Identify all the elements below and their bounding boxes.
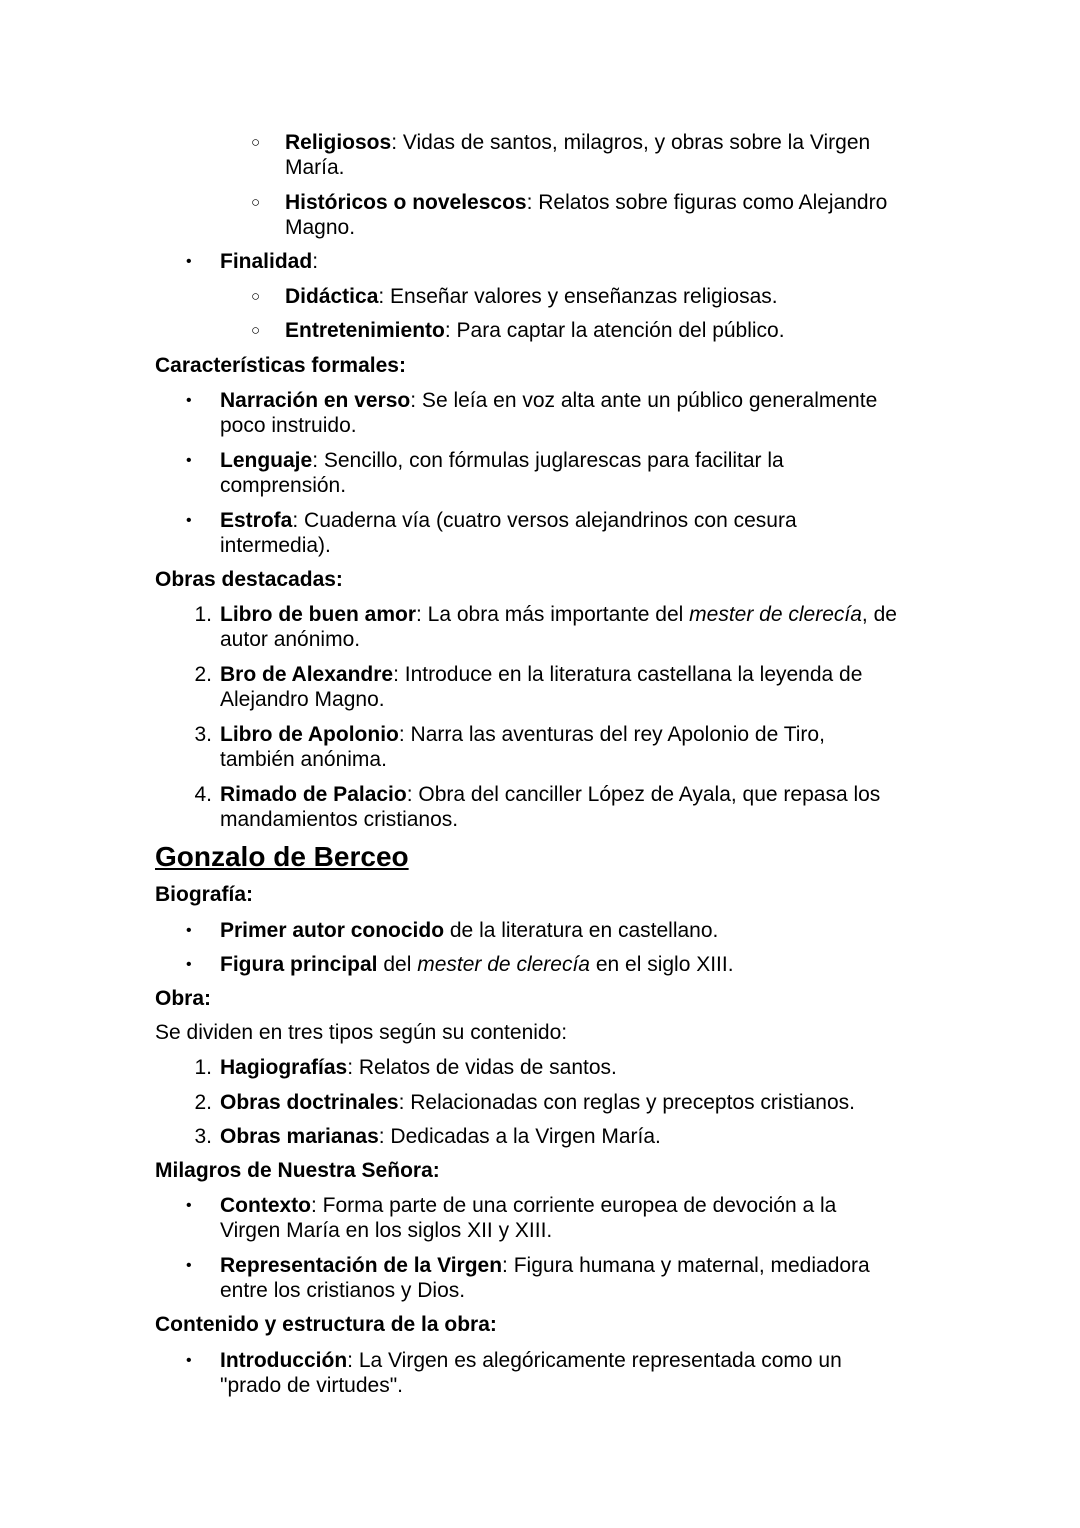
item-term: Representación de la Virgen	[220, 1254, 503, 1277]
item-desc-italic: mester de clerecía	[417, 953, 590, 976]
circle-bullet-icon: ○	[251, 288, 261, 305]
item-desc-tail: en el siglo XIII.	[589, 953, 734, 976]
item-term: Entretenimiento	[285, 319, 445, 342]
item-desc: : Enseñar valores y enseñanzas religiosas.	[378, 285, 778, 308]
item-term: Obras marianas	[220, 1125, 379, 1148]
item-desc-cont: también anónima.	[220, 748, 387, 771]
bullet-icon: •	[186, 392, 192, 409]
item-term: Narración en verso	[220, 389, 411, 412]
item-number: 1.	[194, 1056, 212, 1079]
circle-bullet-icon: ○	[251, 134, 261, 151]
item-term: Libro de Apolonio	[220, 723, 399, 746]
bullet-icon: •	[186, 1257, 192, 1274]
heading-obras-destacadas: Obras destacadas:	[155, 568, 343, 591]
heading-contenido: Contenido y estructura de la obra:	[155, 1313, 497, 1336]
item-term: Hagiografías	[220, 1056, 348, 1079]
item-number: 2.	[194, 663, 212, 686]
item-desc: : Vidas de santos, milagros, y obras sobre la Virgen	[391, 131, 871, 154]
item-desc: : Figura humana y maternal, mediadora	[502, 1254, 870, 1277]
item-term: Figura principal	[220, 953, 378, 976]
item-desc-cont: entre los cristianos y Dios.	[220, 1279, 466, 1302]
item-desc: : Dedicadas a la Virgen María.	[378, 1125, 661, 1148]
bullet-icon: •	[186, 452, 192, 469]
item-number: 3.	[194, 1125, 212, 1148]
item-desc-cont: autor anónimo.	[220, 628, 361, 651]
circle-bullet-icon: ○	[251, 194, 261, 211]
item-desc: : Narra las aventuras del rey Apolonio de Tiro,	[398, 723, 825, 746]
bullet-icon: •	[186, 253, 192, 270]
item-term: Obras doctrinales	[220, 1091, 399, 1114]
item-desc-cont: Magno.	[285, 216, 356, 239]
item-desc-tail: , de	[861, 603, 897, 626]
item-number: 2.	[194, 1091, 212, 1114]
item-term: Rimado de Palacio	[220, 783, 407, 806]
item-desc: : Sencillo, con fórmulas juglarescas para facilitar la	[312, 449, 784, 472]
item-desc: : Introduce en la literatura castellana la leyenda de	[393, 663, 863, 686]
item-desc-cont: Virgen María en los siglos XII y XIII.	[220, 1219, 553, 1242]
bullet-icon: •	[186, 922, 192, 939]
item-number: 3.	[194, 723, 212, 746]
item-term: Didáctica	[285, 285, 379, 308]
item-term: Lenguaje	[220, 449, 313, 472]
item-desc: : Cuaderna vía (cuatro versos alejandrinos con cesura	[292, 509, 797, 532]
heading-milagros: Milagros de Nuestra Señora:	[155, 1159, 440, 1182]
item-desc: del	[377, 953, 418, 976]
item-desc: : Forma parte de una corriente europea de devoción a la	[311, 1194, 837, 1217]
item-desc-cont: Alejandro Magno.	[220, 688, 385, 711]
obra-intro: Se dividen en tres tipos según su contenido:	[155, 1021, 568, 1044]
item-term: Primer autor conocido	[220, 919, 445, 942]
item-term: Religiosos	[285, 131, 392, 154]
item-term: Libro de buen amor	[220, 603, 417, 626]
item-term: Históricos o novelescos	[285, 191, 527, 214]
item-term: Estrofa	[220, 509, 293, 532]
item-desc: : La obra más importante del	[416, 603, 690, 626]
item-desc-cont: María.	[285, 156, 345, 179]
item-term: Finalidad	[220, 250, 313, 273]
item-desc: : Relatos sobre figuras como Alejandro	[526, 191, 888, 214]
item-desc: : Obra del canciller López de Ayala, que repasa los	[406, 783, 881, 806]
item-desc: : Relatos de vidas de santos.	[347, 1056, 617, 1079]
bullet-icon: •	[186, 512, 192, 529]
heading-caracteristicas: Características formales:	[155, 354, 406, 377]
item-number: 4.	[194, 783, 212, 806]
item-desc: : Se leía en voz alta ante un público generalmente	[410, 389, 878, 412]
item-desc-italic: mester de clerecía	[689, 603, 862, 626]
item-term: Introducción	[220, 1349, 348, 1372]
item-desc-cont: intermedia).	[220, 534, 331, 557]
heading-biografia: Biografía:	[155, 883, 254, 906]
item-desc: de la literatura en castellano.	[444, 919, 719, 942]
item-term: Bro de Alexandre	[220, 663, 394, 686]
item-desc: : Para captar la atención del público.	[444, 319, 785, 342]
heading-obra: Obra:	[155, 987, 212, 1010]
item-term: Contexto	[220, 1194, 311, 1217]
bullet-icon: •	[186, 1352, 192, 1369]
bullet-icon: •	[186, 956, 192, 973]
item-desc: : Relacionadas con reglas y preceptos cristianos.	[398, 1091, 855, 1114]
item-suffix: :	[312, 250, 319, 273]
item-desc-cont: mandamientos cristianos.	[220, 808, 459, 831]
item-desc-cont: poco instruido.	[220, 414, 357, 437]
item-desc: : La Virgen es alegóricamente representada como un	[347, 1349, 842, 1372]
item-desc-cont: comprensión.	[220, 474, 347, 497]
item-desc-cont: "prado de virtudes".	[220, 1374, 404, 1397]
section-title: Gonzalo de Berceo	[155, 841, 409, 872]
bullet-icon: •	[186, 1197, 192, 1214]
circle-bullet-icon: ○	[251, 322, 261, 339]
item-number: 1.	[194, 603, 212, 626]
